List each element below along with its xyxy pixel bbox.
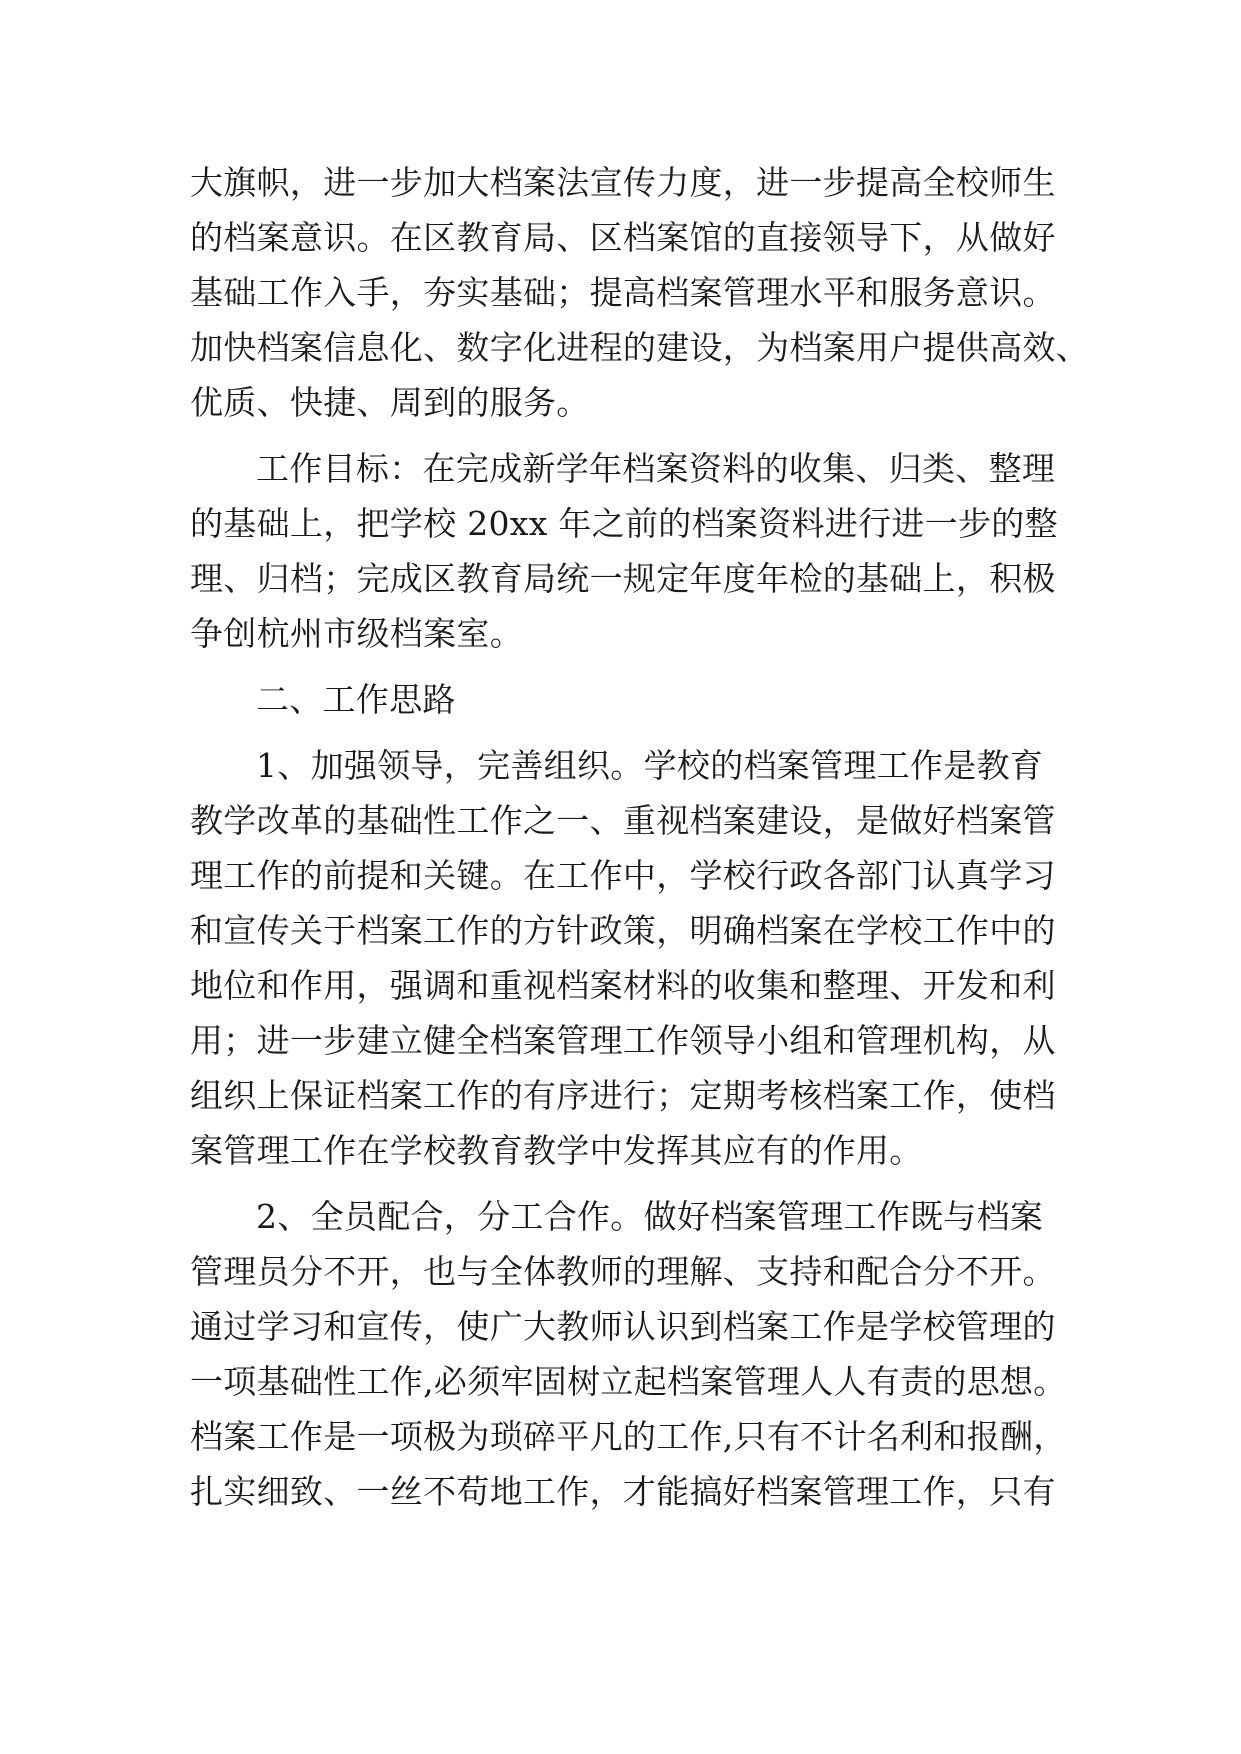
text-line: 基础工作入手，夯实基础；提高档案管理水平和服务意识。: [190, 273, 1056, 312]
text-line: 档案工作是一项极为琐碎平凡的工作,只有不计名利和报酬，: [190, 1417, 1067, 1456]
text-line: 的基础上，把学校 20xx 年之前的档案资料进行进一步的整: [190, 504, 1058, 543]
text-line: 管理员分不开，也与全体教师的理解、支持和配合分不开。: [190, 1252, 1056, 1291]
text-line: 一项基础性工作,必须牢固树立起档案管理人人有责的思想。: [190, 1362, 1067, 1401]
text-line: 地位和作用，强调和重视档案材料的收集和整理、开发和利: [190, 966, 1056, 1005]
text-line: 教学改革的基础性工作之一、重视档案建设，是做好档案管: [190, 801, 1056, 840]
paragraph-first-line: 2、全员配合，分工合作。做好档案管理工作既与档案: [256, 1197, 1044, 1236]
section-heading: 二、工作思路: [256, 680, 456, 719]
text-line: 理工作的前提和关键。在工作中，学校行政各部门认真学习: [190, 856, 1056, 895]
text-line: 加快档案信息化、数字化进程的建设，为档案用户提供高效、: [190, 328, 1090, 367]
text-line: 争创杭州市级档案室。: [190, 614, 523, 653]
text-line: 的档案意识。在区教育局、区档案馆的直接领导下，从做好: [190, 218, 1056, 257]
text-line: 大旗帜，进一步加大档案法宣传力度，进一步提高全校师生: [190, 163, 1056, 202]
text-line: 扎实细致、一丝不苟地工作，才能搞好档案管理工作，只有: [190, 1472, 1056, 1511]
text-line: 和宣传关于档案工作的方针政策，明确档案在学校工作中的: [190, 911, 1056, 950]
text-line: 优质、快捷、周到的服务。: [190, 383, 590, 422]
text-line: 组织上保证档案工作的有序进行；定期考核档案工作，使档: [190, 1076, 1056, 1115]
paragraph-first-line: 1、加强领导，完善组织。学校的档案管理工作是教育: [256, 746, 1044, 785]
text-line: 理、归档；完成区教育局统一规定年度年检的基础上，积极: [190, 559, 1056, 598]
text-line: 案管理工作在学校教育教学中发挥其应有的作用。: [190, 1131, 923, 1170]
paragraph-first-line: 工作目标：在完成新学年档案资料的收集、归类、整理: [256, 449, 1056, 488]
text-line: 通过学习和宣传，使广大教师认识到档案工作是学校管理的: [190, 1307, 1056, 1346]
text-line: 用；进一步建立健全档案管理工作领导小组和管理机构，从: [190, 1021, 1056, 1060]
